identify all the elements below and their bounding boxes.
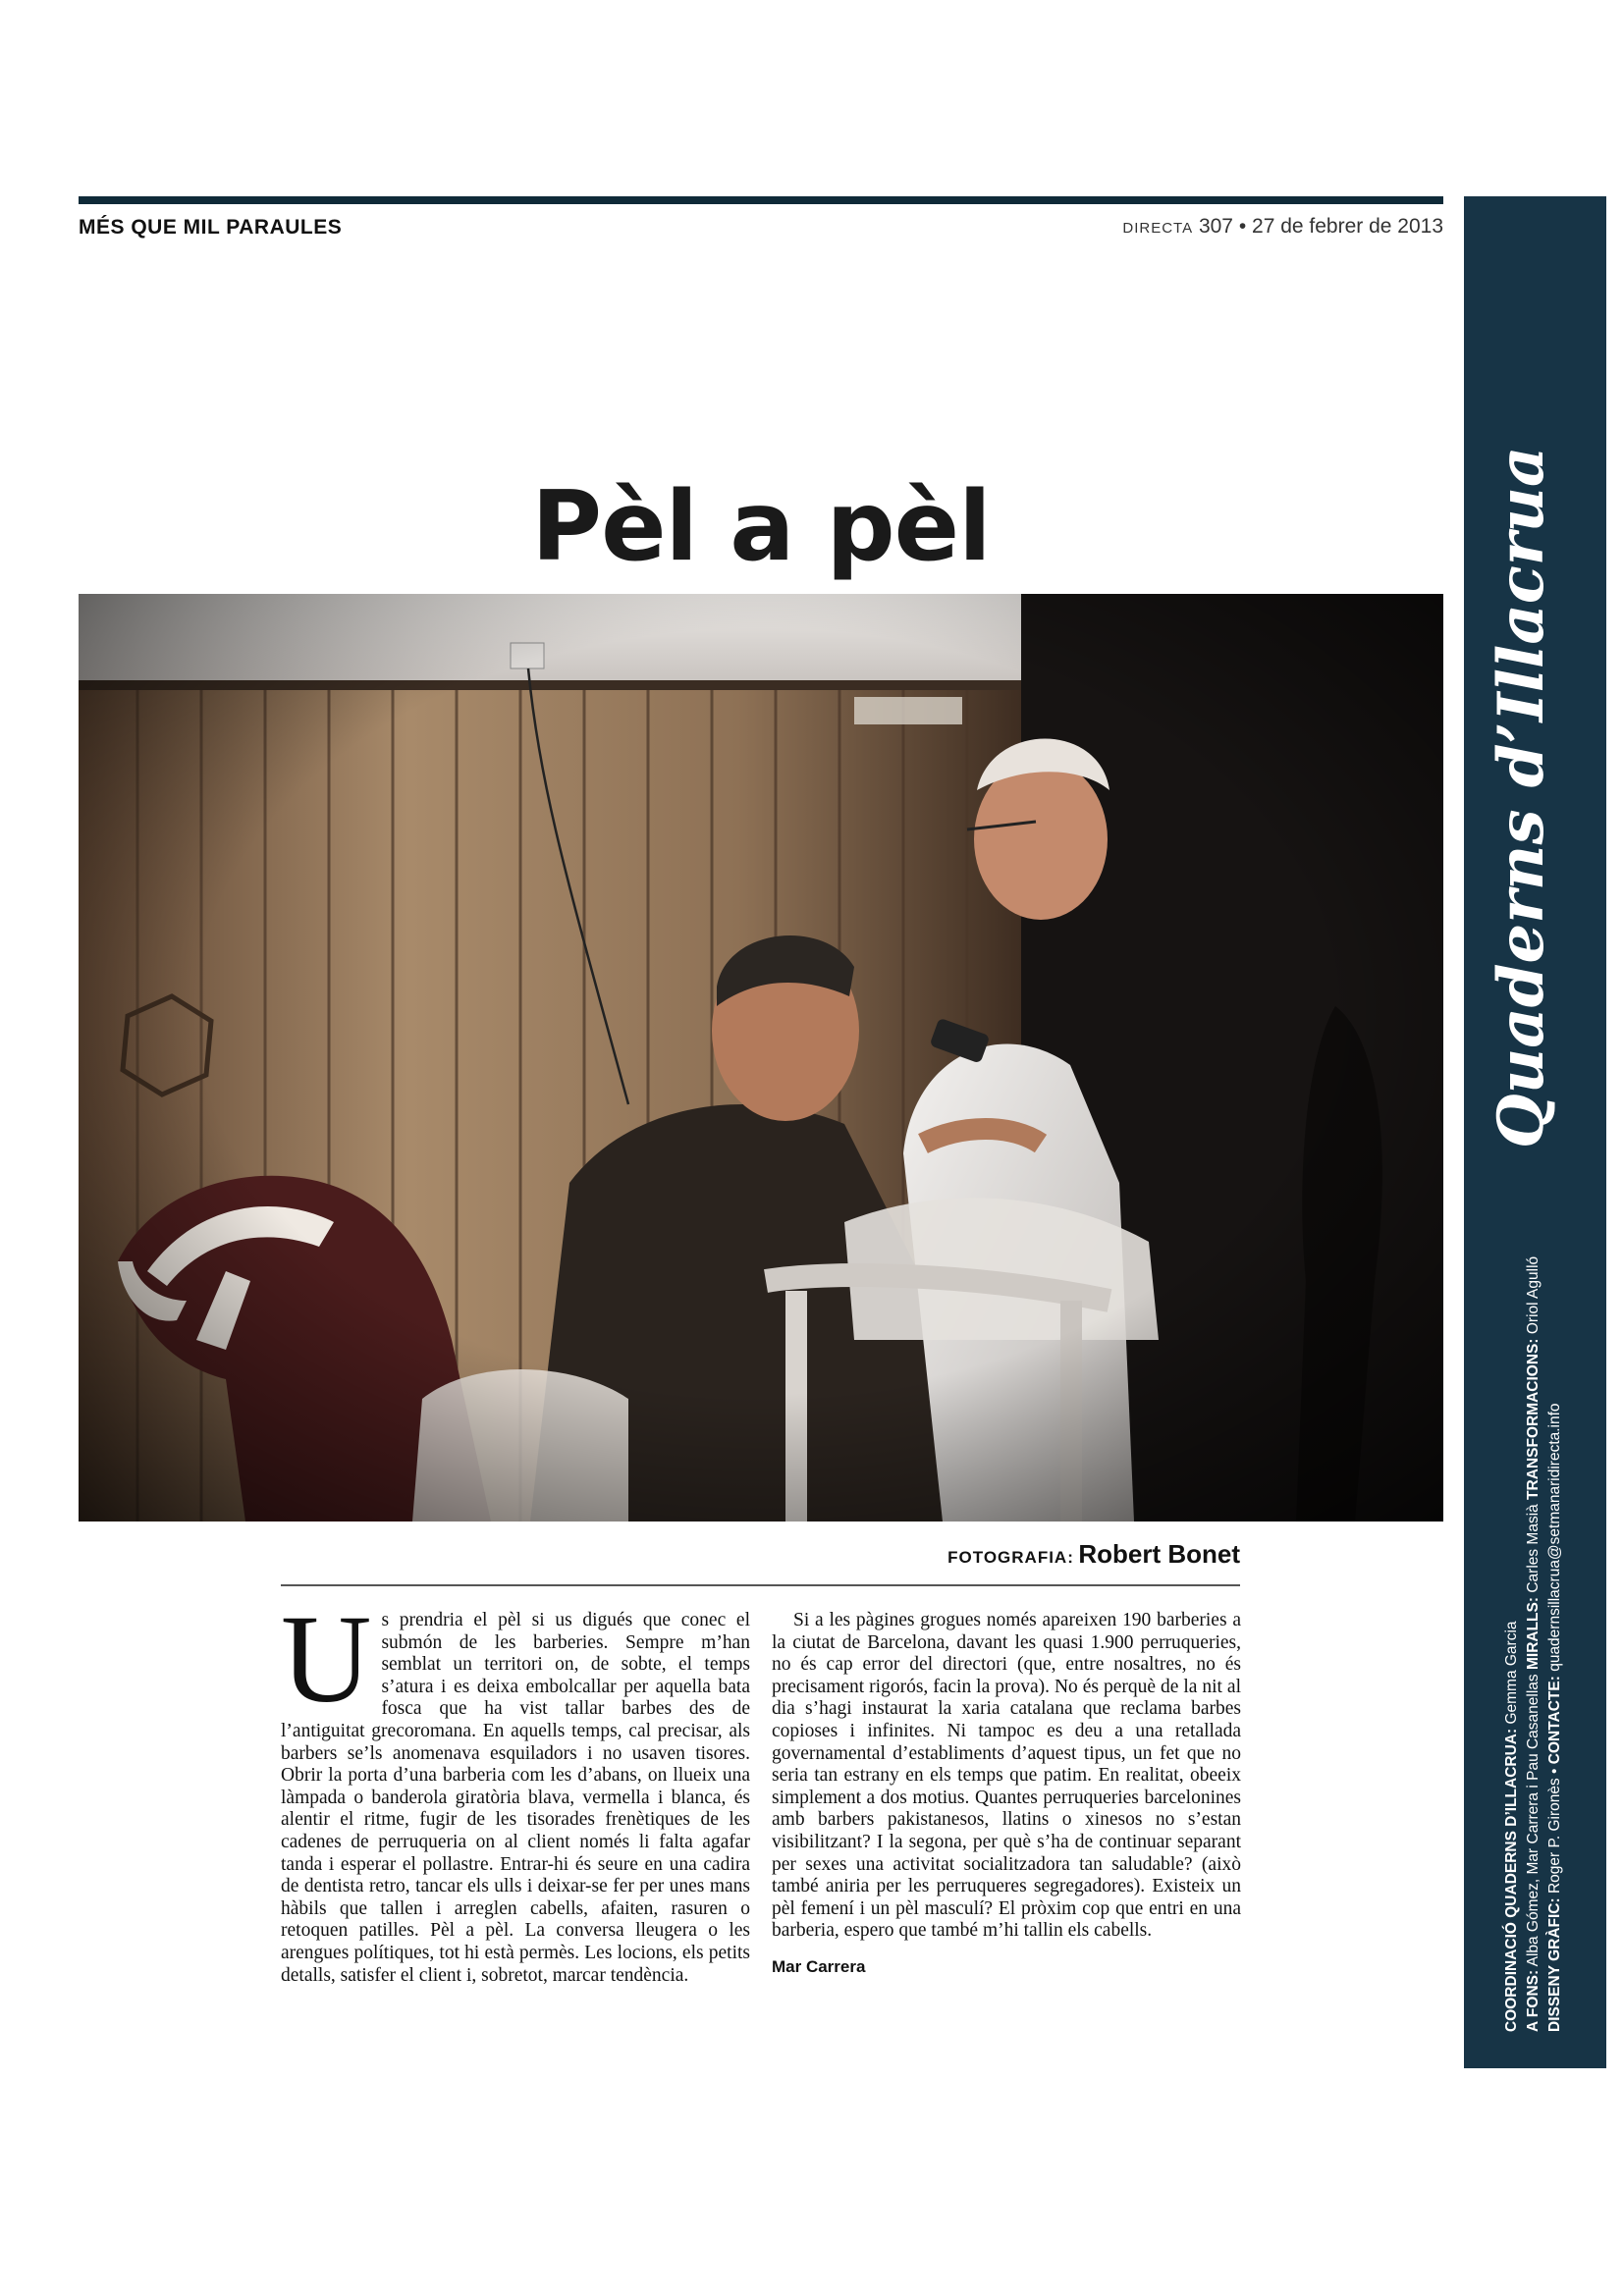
article-paragraph-1: s prendria el pèl si us digués que conec el submón de les barberies. Sempre m’han semblat un territori on, de sobte, el temps s’atura i es deixa embolcallar per aquella bata fosca que ha vist tallar barbes des de l’antiguitat grecoromana. En aquells temps, cal precisar, als barbers se’ls anomenava esquiladors i no usaven tisores. Obrir la porta d’una barberia com les d’abans, on llueix una làmpada o banderola giratòria blava, vermella i blanca, és alentir el ritme, fugir de les tisorades frenètiques de les cadenes de perruqueria on al client només li falta agafar tanda i esperar el pollastre. Entrar-hi és seure en una cadira de dentista retro, tancar els ulls i deixar-se fer per unes mans hàbils que tallen i arreglen cabells, afaiten, rasuren o retoquen patilles. Pèl a pèl. La conversa lleugera o les arengues polítiques, tot hi està permès. Les locions, els petits detalls, satisfer el client i, sobretot, marcar tendència. <box>281 1610 750 1986</box>
header-rule <box>79 196 1443 204</box>
contacte-value: quadernsillacrua@setmanaridirecta.info <box>1546 1403 1563 1677</box>
a-fons-value: Alba Gómez, Mar Carrera i Pau Casanellas <box>1525 1670 1542 1970</box>
miralls-value: Carles Masià <box>1525 1499 1542 1597</box>
a-fons-label: A FONS: <box>1525 1969 1542 2032</box>
issue-info <box>1122 215 1443 239</box>
drop-cap: U <box>281 1589 372 1729</box>
coordination-value: Gemma Garcia <box>1503 1621 1520 1729</box>
disseny-value: Roger P. Gironès • <box>1546 1764 1563 1898</box>
photographer-name: Robert Bonet <box>1078 1539 1240 1569</box>
sidebar-panel <box>1464 196 1606 2068</box>
brand-title-text: Quaderns d’Illacrua <box>1485 446 1558 1148</box>
article-rule <box>281 1584 1240 1586</box>
photo-credit-label: FOTOGRAFIA: <box>947 1548 1074 1567</box>
photo-credit <box>947 1539 1240 1570</box>
disseny-label: DISSENY GRÀFIC: <box>1546 1897 1563 2032</box>
contacte-label: CONTACTE: <box>1546 1676 1563 1765</box>
staff-credits-text <box>1501 1256 1566 2032</box>
barbershop-photo <box>79 594 1443 1522</box>
coordination-label: COORDINACIÓ QUADERNS D’ILLACRUA: <box>1503 1728 1520 2032</box>
article-column-2 <box>772 1610 1241 1979</box>
article-paragraph-2: Si a les pàgines grogues només apareixen 190 barberies a la ciutat de Barcelona, davant les quasi 1.900 perruqueries, no és cap error del directori (que, entre nosaltres, no és precisament rigorós, facin la prova). No és perquè de la nit al dia s’hagi instaurat la xaria catalana que reclama barbes copioses i infinites. Ni tampoc es deu a una retallada governamental d’establiments d’aquest tipus, un fet que no seria tan estrany en els temps que patim. En realitat, obeeix simplement a dos motius. Quantes perruqueries barcelonines amb barbers pakistanesos, llatins o xinesos no s’estan visibilitzant? I la segona, per què s’ha de continuar separant per sexes una activitat socialitzadora tan saludable? (això també aniria per les perruqueres segregadores). Existeix un pèl femení i un pèl masculí? El pròxim cop que entri en una barberia, espero que també m’hi tallin els cabells. <box>772 1610 1241 1942</box>
transformacions-label: TRANSFORMACIONS: <box>1525 1338 1542 1500</box>
transformacions-value: Oriol Agulló <box>1525 1255 1542 1339</box>
page-title: Pèl a pèl <box>531 471 991 583</box>
section-name: MÉS QUE MIL PARAULES <box>79 216 343 239</box>
issue-date: 307 • 27 de febrer de 2013 <box>1198 215 1443 238</box>
article-column-1 <box>281 1589 750 1987</box>
publication-name: DIRECTA <box>1122 220 1194 237</box>
miralls-label: MIRALLS: <box>1525 1596 1542 1671</box>
article-author: Mar Carrera <box>772 1956 866 1976</box>
